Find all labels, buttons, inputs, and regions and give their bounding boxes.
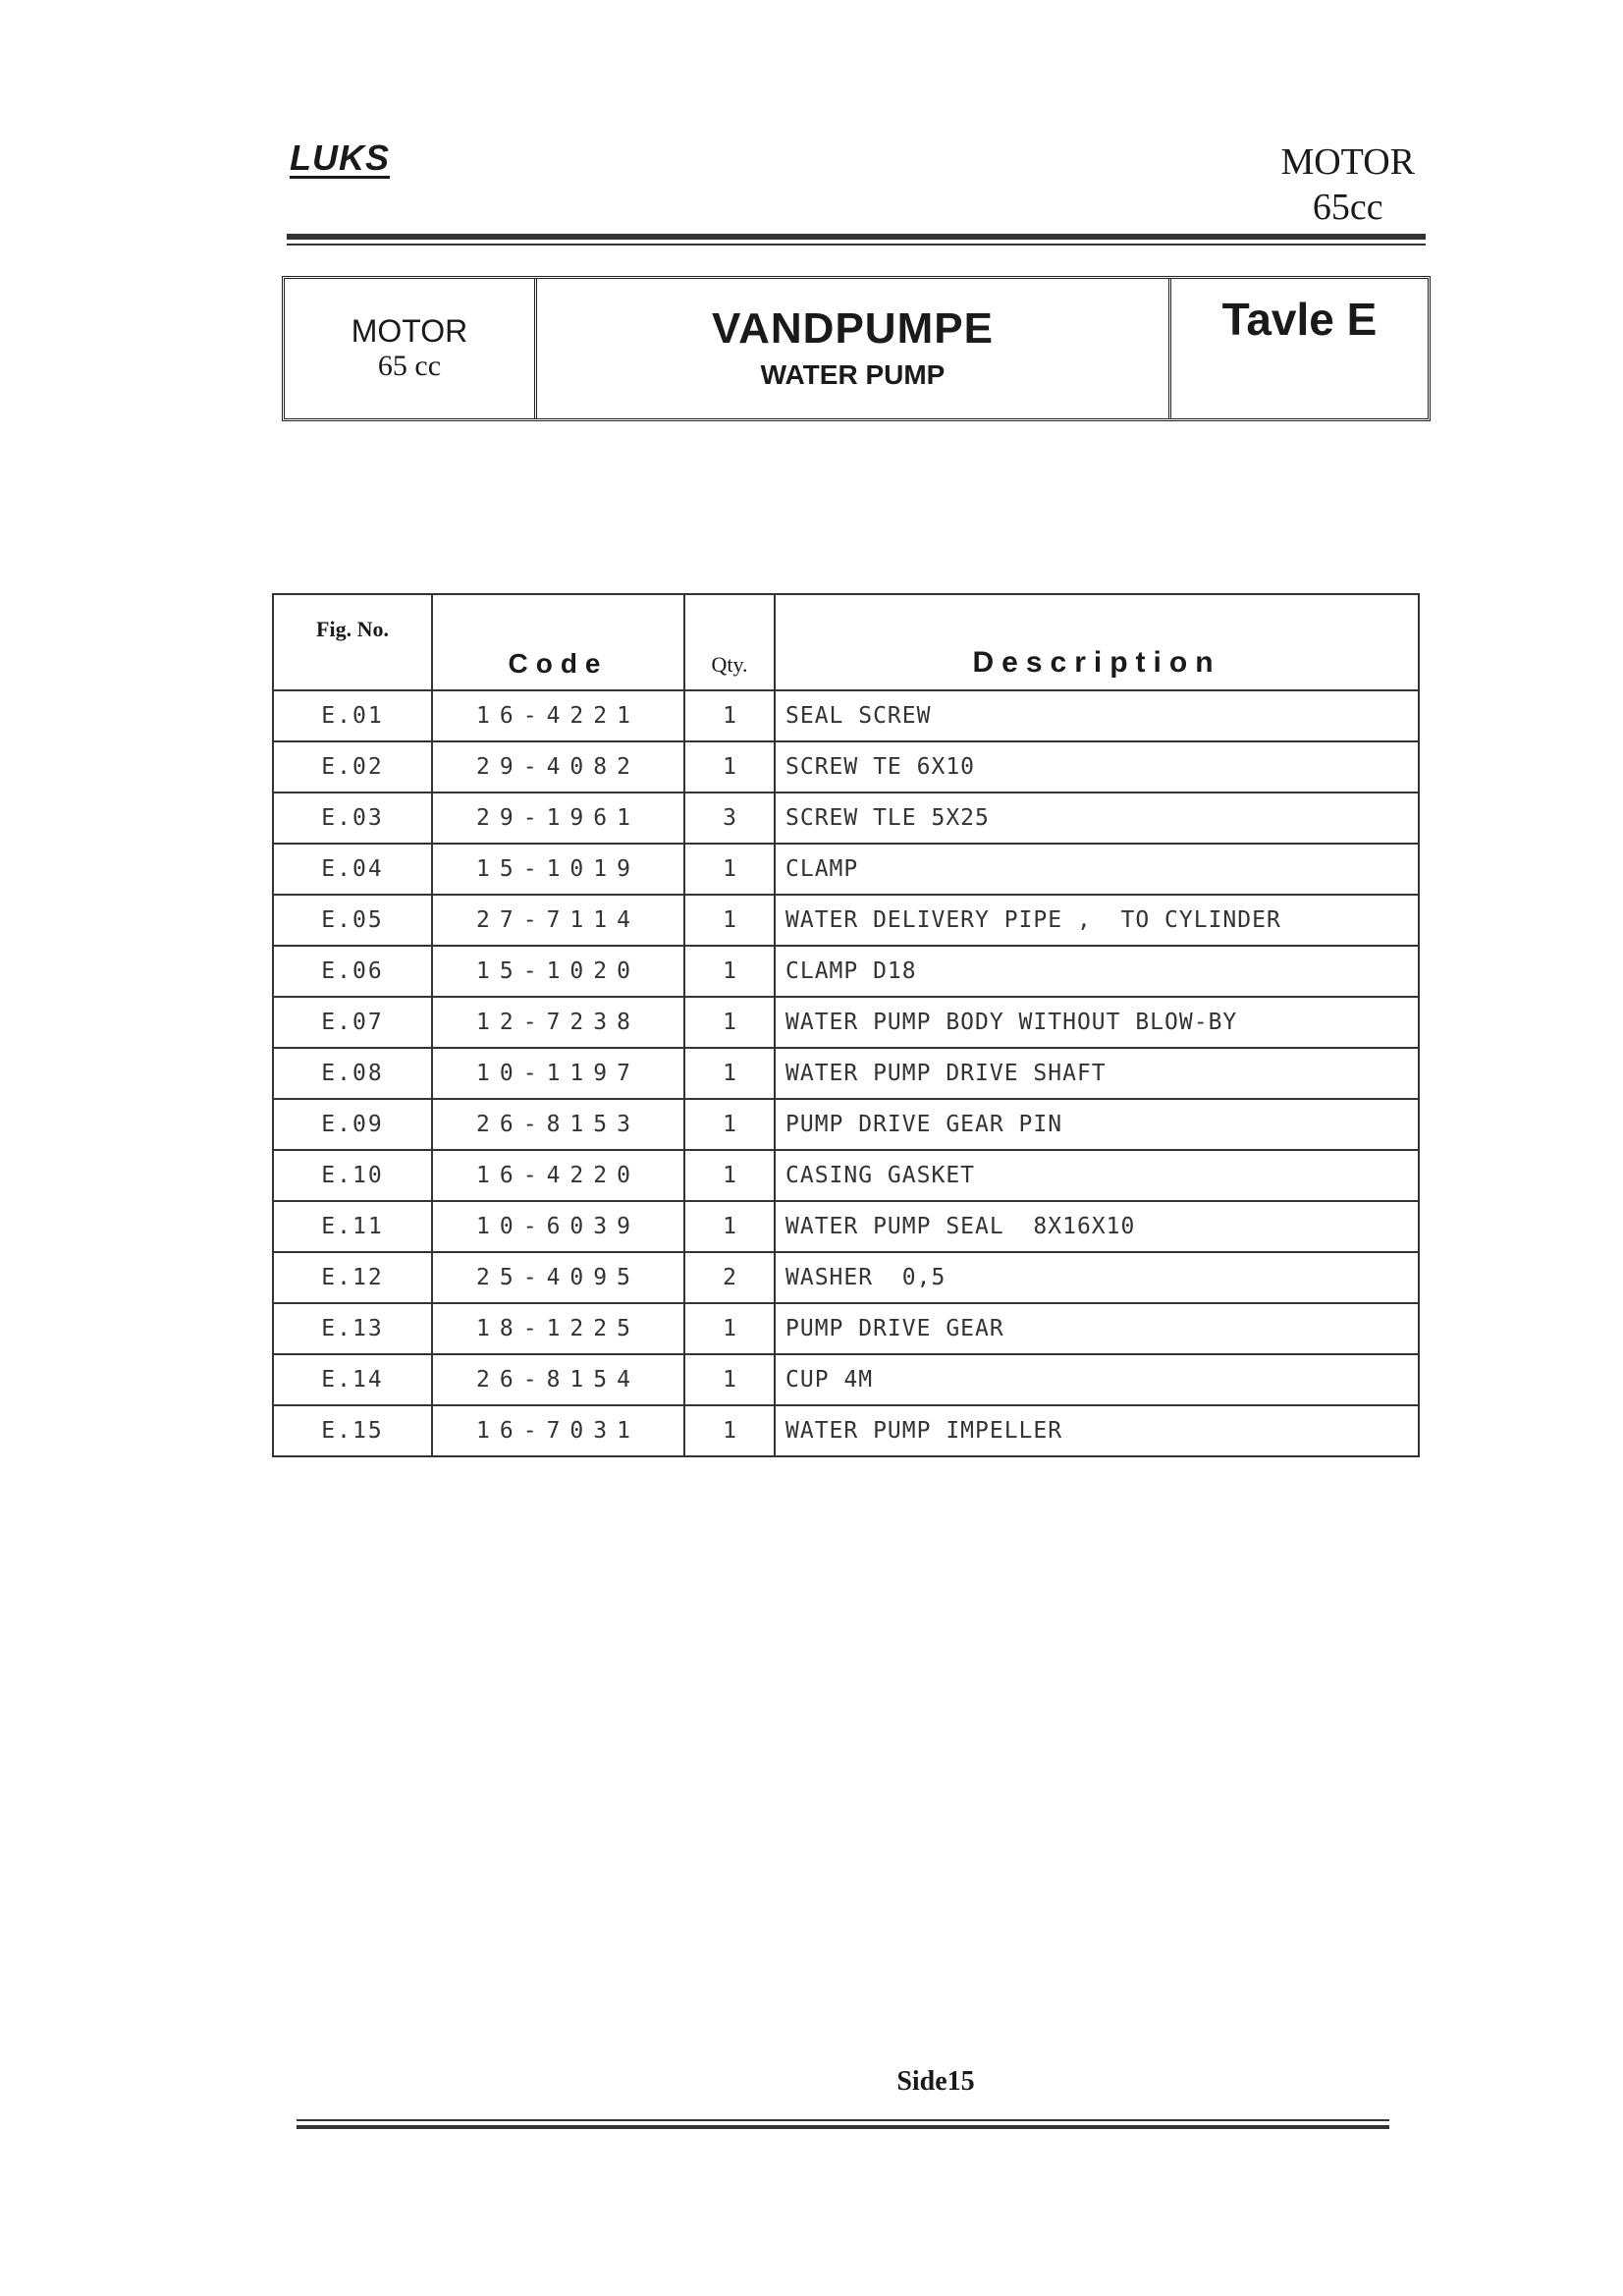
cell-fig-no: E.10: [273, 1150, 432, 1201]
cell-qty: 1: [684, 741, 775, 793]
cell-fig-no: E.15: [273, 1405, 432, 1456]
cell-fig-no: E.12: [273, 1252, 432, 1303]
cell-qty: 3: [684, 793, 775, 844]
table-row: [273, 1048, 1419, 1099]
motor-cell: [285, 279, 537, 418]
cell-code: 10-1197: [432, 1048, 684, 1099]
title-cell: [537, 279, 1171, 418]
cell-fig-no: E.11: [273, 1201, 432, 1252]
cell-qty: 1: [684, 895, 775, 946]
cell-qty: 1: [684, 1150, 775, 1201]
table-row: [273, 946, 1419, 997]
cell-description: WASHER 0,5: [775, 1252, 1419, 1303]
tavle-label: Tavle E: [1221, 294, 1378, 345]
header-model-line2: 65cc: [1312, 187, 1383, 228]
table-header-row: [273, 594, 1419, 690]
cell-code: 25-4095: [432, 1252, 684, 1303]
cell-qty: 1: [684, 1099, 775, 1150]
title-box: [282, 276, 1431, 421]
cell-fig-no: E.06: [273, 946, 432, 997]
cell-qty: 1: [684, 946, 775, 997]
brand-logo: LUKS: [290, 137, 390, 178]
cell-description: SCREW TE 6X10: [775, 741, 1419, 793]
cell-code: 16-4220: [432, 1150, 684, 1201]
cell-qty: 2: [684, 1252, 775, 1303]
parts-table-body: [273, 690, 1419, 1456]
table-row: [273, 997, 1419, 1048]
header-model-line1: MOTOR: [1280, 141, 1415, 183]
table-row: [273, 1252, 1419, 1303]
cell-code: 10-6039: [432, 1201, 684, 1252]
cell-code: 15-1019: [432, 844, 684, 895]
cell-qty: 1: [684, 1354, 775, 1405]
cell-code: 16-7031: [432, 1405, 684, 1456]
cell-description: PUMP DRIVE GEAR PIN: [775, 1099, 1419, 1150]
cell-code: 26-8153: [432, 1099, 684, 1150]
cell-fig-no: E.03: [273, 793, 432, 844]
footer-divider: [297, 2119, 1389, 2129]
cell-description: CUP 4M: [775, 1354, 1419, 1405]
page-number: Side15: [896, 2066, 975, 2097]
page-title: VANDPUMPE: [712, 304, 994, 353]
cell-description: SCREW TLE 5X25: [775, 793, 1419, 844]
cell-fig-no: E.04: [273, 844, 432, 895]
table-row: [273, 1405, 1419, 1456]
cell-qty: 1: [684, 1303, 775, 1354]
cell-description: CLAMP: [775, 844, 1419, 895]
table-row: [273, 741, 1419, 793]
motor-label: MOTOR: [351, 313, 468, 349]
cell-fig-no: E.01: [273, 690, 432, 741]
table-row: [273, 793, 1419, 844]
cell-description: WATER PUMP BODY WITHOUT BLOW-BY: [775, 997, 1419, 1048]
cell-code: 27-7114: [432, 895, 684, 946]
header-fig-no: Fig. No.: [273, 594, 432, 690]
tavle-cell: [1171, 279, 1428, 418]
cell-code: 29-4082: [432, 741, 684, 793]
cell-description: WATER PUMP IMPELLER: [775, 1405, 1419, 1456]
table-row: [273, 1303, 1419, 1354]
cell-qty: 1: [684, 690, 775, 741]
header-qty: Qty.: [684, 594, 775, 690]
cell-qty: 1: [684, 1048, 775, 1099]
cell-fig-no: E.05: [273, 895, 432, 946]
cell-description: WATER DELIVERY PIPE , TO CYLINDER: [775, 895, 1419, 946]
cell-code: 16-4221: [432, 690, 684, 741]
header-model: [1280, 139, 1415, 230]
cell-qty: 1: [684, 1201, 775, 1252]
cell-code: 12-7238: [432, 997, 684, 1048]
cell-description: WATER PUMP SEAL 8X16X10: [775, 1201, 1419, 1252]
table-row: [273, 1201, 1419, 1252]
cell-fig-no: E.09: [273, 1099, 432, 1150]
cell-qty: 1: [684, 844, 775, 895]
header-description: Description: [775, 594, 1419, 690]
cell-description: CASING GASKET: [775, 1150, 1419, 1201]
cell-description: WATER PUMP DRIVE SHAFT: [775, 1048, 1419, 1099]
cell-fig-no: E.02: [273, 741, 432, 793]
cell-fig-no: E.14: [273, 1354, 432, 1405]
header-divider: [287, 234, 1426, 246]
cell-code: 18-1225: [432, 1303, 684, 1354]
motor-cc: 65 cc: [377, 350, 442, 382]
cell-code: 26-8154: [432, 1354, 684, 1405]
page-subtitle: WATER PUMP: [760, 359, 946, 390]
table-row: [273, 1354, 1419, 1405]
cell-fig-no: E.07: [273, 997, 432, 1048]
table-row: [273, 1150, 1419, 1201]
cell-fig-no: E.08: [273, 1048, 432, 1099]
table-row: [273, 895, 1419, 946]
parts-table: [272, 593, 1420, 1457]
cell-qty: 1: [684, 997, 775, 1048]
table-row: [273, 690, 1419, 741]
cell-code: 15-1020: [432, 946, 684, 997]
header-code: Code: [432, 594, 684, 690]
cell-qty: 1: [684, 1405, 775, 1456]
cell-code: 29-1961: [432, 793, 684, 844]
table-row: [273, 844, 1419, 895]
cell-description: CLAMP D18: [775, 946, 1419, 997]
cell-description: SEAL SCREW: [775, 690, 1419, 741]
cell-fig-no: E.13: [273, 1303, 432, 1354]
cell-description: PUMP DRIVE GEAR: [775, 1303, 1419, 1354]
table-row: [273, 1099, 1419, 1150]
